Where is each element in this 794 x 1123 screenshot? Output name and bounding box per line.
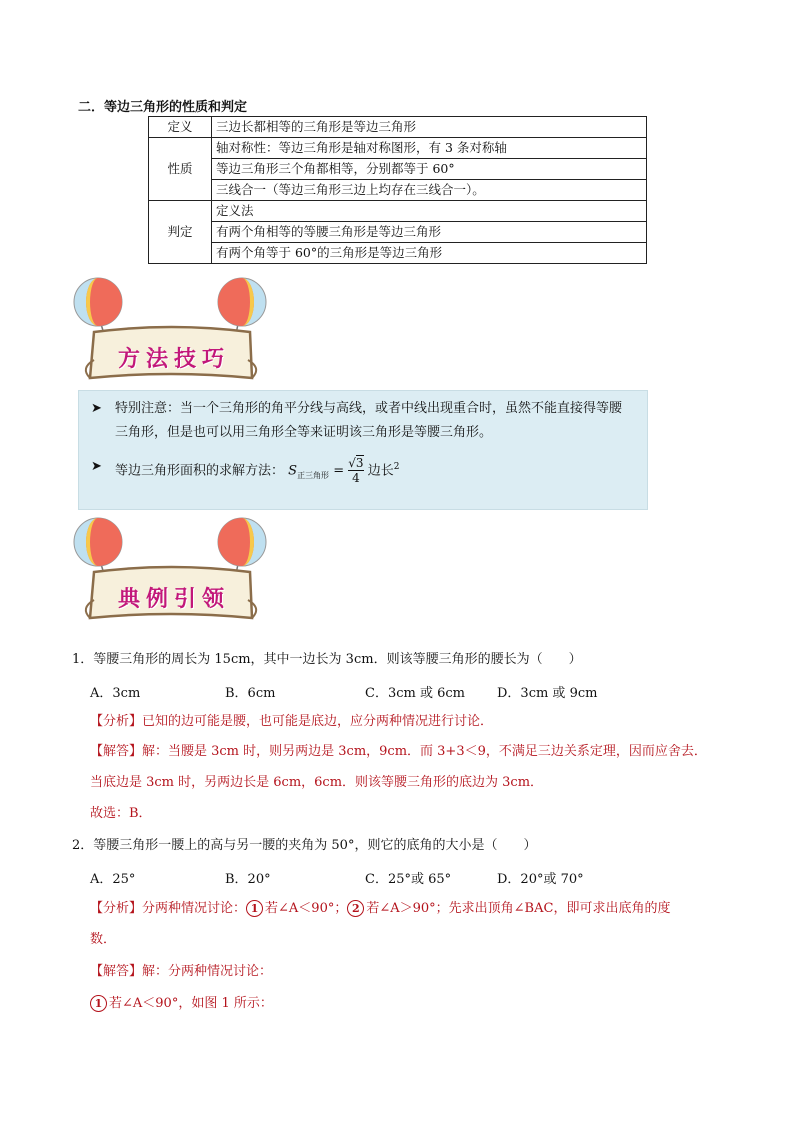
fraction: $\frac{√3}{4}$ xyxy=(348,456,364,486)
section-title: 二．等边三角形的性质和判定 xyxy=(78,100,248,115)
fraction-denominator: 4 xyxy=(352,471,360,486)
area-subscript: 正三角形 xyxy=(297,470,330,480)
tip-item xyxy=(91,455,631,488)
arrow-bullet-icon: ➤ xyxy=(91,459,102,474)
properties-table xyxy=(148,116,647,264)
q2-option-a: A．25° xyxy=(90,872,136,887)
examples-banner xyxy=(66,512,276,632)
q1-analysis: 【分析】已知的边可能是腰，也可能是底边，应分两种情况进行讨论． xyxy=(90,714,494,729)
q2-analysis xyxy=(90,899,670,919)
tips-box xyxy=(78,390,648,510)
q1-option-b: B．6cm xyxy=(225,686,276,701)
sqrt-radicand: 3 xyxy=(355,456,364,471)
q1-option-c: C．3cm 或 6cm xyxy=(365,686,465,701)
definition-label: 定义 xyxy=(149,117,212,138)
arrow-bullet-icon: ➤ xyxy=(91,401,102,416)
q2-analysis-case1: 若∠A＜90°； xyxy=(265,901,348,916)
criteria-row: 有两个角相等的等腰三角形是等边三角形 xyxy=(212,222,647,243)
area-symbol: S xyxy=(288,463,298,479)
square-exponent: 2 xyxy=(393,462,400,472)
q2-analysis-end: 数． xyxy=(90,932,117,947)
examples-banner-label: 典例引领 xyxy=(118,587,231,612)
q2-option-d: D．20°或 70° xyxy=(497,872,584,887)
q1-answer-line2: 当底边是 3cm 时，另两边长是 6cm，6cm．则该等腰三角形的底边为 3cm． xyxy=(90,775,544,790)
definition-text: 三边长都相等的三角形是等边三角形 xyxy=(212,117,647,138)
property-row: 三线合一（等边三角形三边上均存在三线合一）。 xyxy=(212,180,647,201)
q1-option-a: A．3cm xyxy=(90,686,141,701)
q2-case1 xyxy=(90,994,273,1014)
criteria-row: 有两个角等于 60°的三角形是等边三角形 xyxy=(212,243,647,264)
q1-answer-line3: 故选：B． xyxy=(90,806,152,821)
circled-number-icon: 1 xyxy=(246,900,263,917)
q2-option-c: C．25°或 65° xyxy=(365,872,452,887)
q2-option-b: B．20° xyxy=(225,872,271,887)
tip-text: 特别注意：当一个三角形的角平分线与高线，或者中线出现重合时，虽然不能直接得等腰三角形，但是也可以用三角形全等来证明该三角形是等腰三角形。 xyxy=(115,401,623,440)
q2-analysis-head: 【分析】分两种情况讨论： xyxy=(90,901,247,916)
q2-analysis-case2: 若∠A＞90°；先求出顶角∠BAC，即可求出底角的度 xyxy=(366,901,671,916)
equals-sign: = xyxy=(333,463,345,479)
circled-number-icon: 1 xyxy=(90,995,107,1012)
properties-label: 性质 xyxy=(149,138,212,201)
property-row: 等边三角形三个角都相等，分别都等于 60° xyxy=(212,159,647,180)
criteria-label: 判定 xyxy=(149,201,212,264)
tip-text: 等边三角形面积的求解方法： xyxy=(115,463,285,479)
methods-banner xyxy=(66,272,276,392)
property-row: 轴对称性：等边三角形是轴对称图形，有 3 条对称轴 xyxy=(212,138,647,159)
circled-number-icon: 2 xyxy=(347,900,364,917)
q2-case1-text: 若∠A＜90°，如图 1 所示： xyxy=(109,996,273,1011)
question-2-stem: 2．等腰三角形一腰上的高与另一腰的夹角为 50°，则它的底角的大小是（ ） xyxy=(72,838,537,853)
q2-answer-head: 【解答】解：分两种情况讨论： xyxy=(90,964,273,979)
side-length-text: 边长 xyxy=(367,463,394,479)
q1-answer-line1: 【解答】解：当腰是 3cm 时，则另两边是 3cm，9cm．而 3+3＜9，不满足三边关系定理，因而应舍去． xyxy=(90,744,707,759)
methods-banner-label: 方法技巧 xyxy=(118,347,231,372)
question-1-stem: 1．等腰三角形的周长为 15cm，其中一边长为 3cm．则该等腰三角形的腰长为（ ） xyxy=(72,652,582,667)
q1-option-d: D．3cm 或 9cm xyxy=(497,686,598,701)
tip-item xyxy=(91,397,631,445)
criteria-row: 定义法 xyxy=(212,201,647,222)
